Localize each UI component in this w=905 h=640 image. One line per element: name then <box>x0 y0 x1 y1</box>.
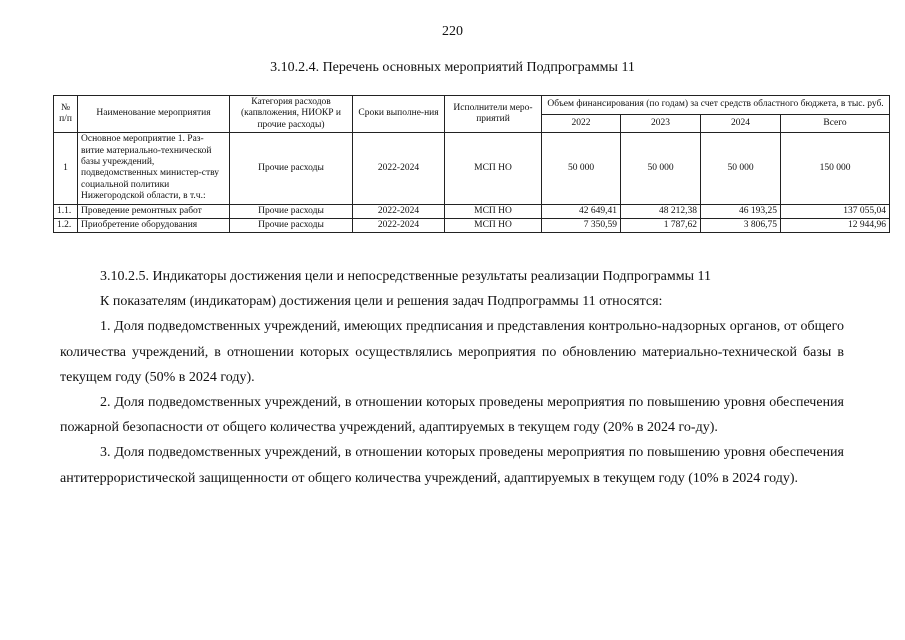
cell-terms: 2022-2024 <box>353 204 445 218</box>
cell-2022: 42 649,41 <box>542 204 621 218</box>
cell-2023: 48 212,38 <box>621 204 701 218</box>
paragraph: К показателям (индикаторам) достижения цели и решения задач Подпрограммы 11 относятся: <box>100 294 663 310</box>
header-funding: Объем финансирования (по годам) за счет средств областного бюджета, в тыс. руб. <box>542 96 890 115</box>
cell-2023: 1 787,62 <box>621 218 701 232</box>
cell-category: Прочие расходы <box>230 204 353 218</box>
cell-name: Проведение ремонтных работ <box>78 204 230 218</box>
cell-2022: 50 000 <box>542 133 621 204</box>
paragraph: 3. Доля подведомственных учреждений, в отношении которых проведены мероприятия по повышению уровня обеспечения антитеррористической защищенности от общего количества учреждений, адаптируемых в текущем году (10% в 2024 году). <box>60 445 844 486</box>
cell-total: 12 944,96 <box>781 218 890 232</box>
cell-executor: МСП НО <box>445 133 542 204</box>
cell-name: Приобретение оборудования <box>78 218 230 232</box>
activities-table <box>53 95 890 233</box>
paragraph: 1. Доля подведомственных учреждений, имеющих предписания и представления контрольно-надзорных органов, от общего количества учреждений, в отношении которых осуществлялись мероприятия по обновлению материально-технической базы в текущем году (50% в 2024 году). <box>60 319 844 385</box>
header-total: Всего <box>781 114 890 133</box>
cell-2024: 50 000 <box>701 133 781 204</box>
header-category: Категория расходов (капвложения, НИОКР и прочие расходы) <box>230 96 353 133</box>
paragraph: 2. Доля подведомственных учреждений, в отношении которых проведены мероприятия по повышению уровня обеспечения пожарной безопасности от общего количества учреждений, адаптируемых в текущем году (20% в 2024 го-ду). <box>60 395 844 436</box>
cell-num: 1.2. <box>54 218 78 232</box>
cell-category: Прочие расходы <box>230 218 353 232</box>
header-num: № п/п <box>54 96 78 133</box>
table-row <box>54 133 890 204</box>
cell-terms: 2022-2024 <box>353 133 445 204</box>
page-number: 220 <box>442 24 463 39</box>
cell-num: 1 <box>54 133 78 204</box>
cell-name: Основное мероприятие 1. Раз-витие материально-технической базы учреждений, подведомственных министер-ству социальной политики Нижегородской области, в т.ч.: <box>78 133 230 204</box>
cell-executor: МСП НО <box>445 204 542 218</box>
section-heading: 3.10.2.5. Индикаторы достижения цели и непосредственные результаты реализации Подпрограммы 11 <box>100 269 712 284</box>
header-terms: Сроки выполне-ния <box>353 96 445 133</box>
cell-total: 137 055,04 <box>781 204 890 218</box>
table-row <box>54 218 890 232</box>
cell-2024: 3 806,75 <box>701 218 781 232</box>
cell-2024: 46 193,25 <box>701 204 781 218</box>
header-year-2023: 2023 <box>621 114 701 133</box>
header-year-2022: 2022 <box>542 114 621 133</box>
cell-category: Прочие расходы <box>230 133 353 204</box>
cell-executor: МСП НО <box>445 218 542 232</box>
header-name: Наименование мероприятия <box>78 96 230 133</box>
cell-2023: 50 000 <box>621 133 701 204</box>
cell-num: 1.1. <box>54 204 78 218</box>
header-executors: Исполнители меро-приятий <box>445 96 542 133</box>
cell-total: 150 000 <box>781 133 890 204</box>
cell-2022: 7 350,59 <box>542 218 621 232</box>
table-title: 3.10.2.4. Перечень основных мероприятий Подпрограммы 11 <box>270 60 635 75</box>
header-year-2024: 2024 <box>701 114 781 133</box>
cell-terms: 2022-2024 <box>353 218 445 232</box>
table-row <box>54 204 890 218</box>
body-text <box>60 264 844 491</box>
